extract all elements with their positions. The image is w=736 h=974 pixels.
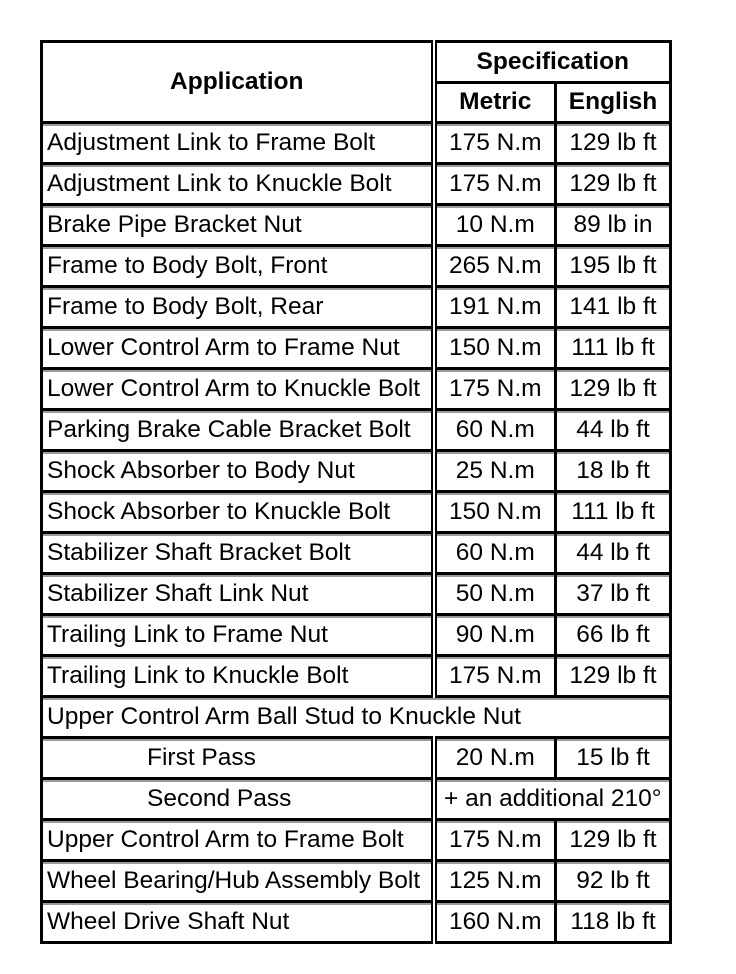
cell-application: Stabilizer Shaft Bracket Bolt	[42, 533, 434, 574]
cell-application: Trailing Link to Frame Nut	[42, 615, 434, 656]
cell-english: 66 lb ft	[556, 615, 671, 656]
cell-metric: 20 N.m	[434, 738, 556, 779]
header-english: English	[556, 83, 671, 123]
header-application: Application	[42, 42, 434, 123]
cell-application: Stabilizer Shaft Link Nut	[42, 574, 434, 615]
table-row	[42, 246, 671, 287]
cell-application: Brake Pipe Bracket Nut	[42, 205, 434, 246]
header-specification: Specification	[434, 42, 671, 83]
cell-metric: 175 N.m	[434, 369, 556, 410]
cell-metric: 175 N.m	[434, 820, 556, 861]
cell-metric: 25 N.m	[434, 451, 556, 492]
table-row	[42, 123, 671, 164]
table-row	[42, 861, 671, 902]
cell-application: Shock Absorber to Knuckle Bolt	[42, 492, 434, 533]
cell-metric: 191 N.m	[434, 287, 556, 328]
cell-english: 44 lb ft	[556, 533, 671, 574]
cell-english: 129 lb ft	[556, 164, 671, 205]
table-row	[42, 451, 671, 492]
cell-metric: 150 N.m	[434, 492, 556, 533]
cell-application: Trailing Link to Knuckle Bolt	[42, 656, 434, 697]
cell-metric: 175 N.m	[434, 164, 556, 205]
table-row	[42, 369, 671, 410]
cell-english: 129 lb ft	[556, 820, 671, 861]
header-row-top	[42, 42, 671, 83]
torque-spec-table	[40, 40, 672, 944]
table-row	[42, 287, 671, 328]
cell-application-subitem: First Pass	[42, 738, 434, 779]
table-row	[42, 615, 671, 656]
cell-application: Lower Control Arm to Knuckle Bolt	[42, 369, 434, 410]
cell-english: 15 lb ft	[556, 738, 671, 779]
cell-metric: 10 N.m	[434, 205, 556, 246]
cell-application: Wheel Drive Shaft Nut	[42, 902, 434, 943]
table-row	[42, 205, 671, 246]
cell-english: 92 lb ft	[556, 861, 671, 902]
cell-application: Lower Control Arm to Frame Nut	[42, 328, 434, 369]
cell-combined-spec: + an additional 210°	[434, 779, 671, 820]
table-row	[42, 820, 671, 861]
cell-application: Adjustment Link to Frame Bolt	[42, 123, 434, 164]
cell-english: 18 lb ft	[556, 451, 671, 492]
cell-application: Upper Control Arm to Frame Bolt	[42, 820, 434, 861]
cell-english: 141 lb ft	[556, 287, 671, 328]
cell-english: 118 lb ft	[556, 902, 671, 943]
cell-english: 89 lb in	[556, 205, 671, 246]
cell-metric: 150 N.m	[434, 328, 556, 369]
cell-application: Shock Absorber to Body Nut	[42, 451, 434, 492]
table-row	[42, 164, 671, 205]
cell-english: 111 lb ft	[556, 492, 671, 533]
cell-application: Frame to Body Bolt, Rear	[42, 287, 434, 328]
header-metric: Metric	[434, 83, 556, 123]
cell-application-subitem: Second Pass	[42, 779, 434, 820]
table-row	[42, 902, 671, 943]
cell-metric: 265 N.m	[434, 246, 556, 287]
cell-english: 129 lb ft	[556, 369, 671, 410]
cell-application: Adjustment Link to Knuckle Bolt	[42, 164, 434, 205]
table-row	[42, 574, 671, 615]
table-row	[42, 533, 671, 574]
cell-english: 195 lb ft	[556, 246, 671, 287]
cell-metric: 90 N.m	[434, 615, 556, 656]
cell-application: Parking Brake Cable Bracket Bolt	[42, 410, 434, 451]
table-row	[42, 779, 671, 820]
cell-metric: 175 N.m	[434, 656, 556, 697]
table-row	[42, 492, 671, 533]
cell-metric: 160 N.m	[434, 902, 556, 943]
cell-english: 111 lb ft	[556, 328, 671, 369]
table-row	[42, 410, 671, 451]
cell-english: 129 lb ft	[556, 656, 671, 697]
cell-english: 44 lb ft	[556, 410, 671, 451]
cell-metric: 60 N.m	[434, 410, 556, 451]
cell-english: 129 lb ft	[556, 123, 671, 164]
cell-metric: 50 N.m	[434, 574, 556, 615]
cell-metric: 125 N.m	[434, 861, 556, 902]
table-row	[42, 738, 671, 779]
cell-metric: 175 N.m	[434, 123, 556, 164]
cell-group-heading: Upper Control Arm Ball Stud to Knuckle Nut	[42, 697, 671, 738]
table-row-group-heading	[42, 697, 671, 738]
cell-english: 37 lb ft	[556, 574, 671, 615]
cell-application: Wheel Bearing/Hub Assembly Bolt	[42, 861, 434, 902]
cell-application: Frame to Body Bolt, Front	[42, 246, 434, 287]
table-row	[42, 656, 671, 697]
table-row	[42, 328, 671, 369]
cell-metric: 60 N.m	[434, 533, 556, 574]
